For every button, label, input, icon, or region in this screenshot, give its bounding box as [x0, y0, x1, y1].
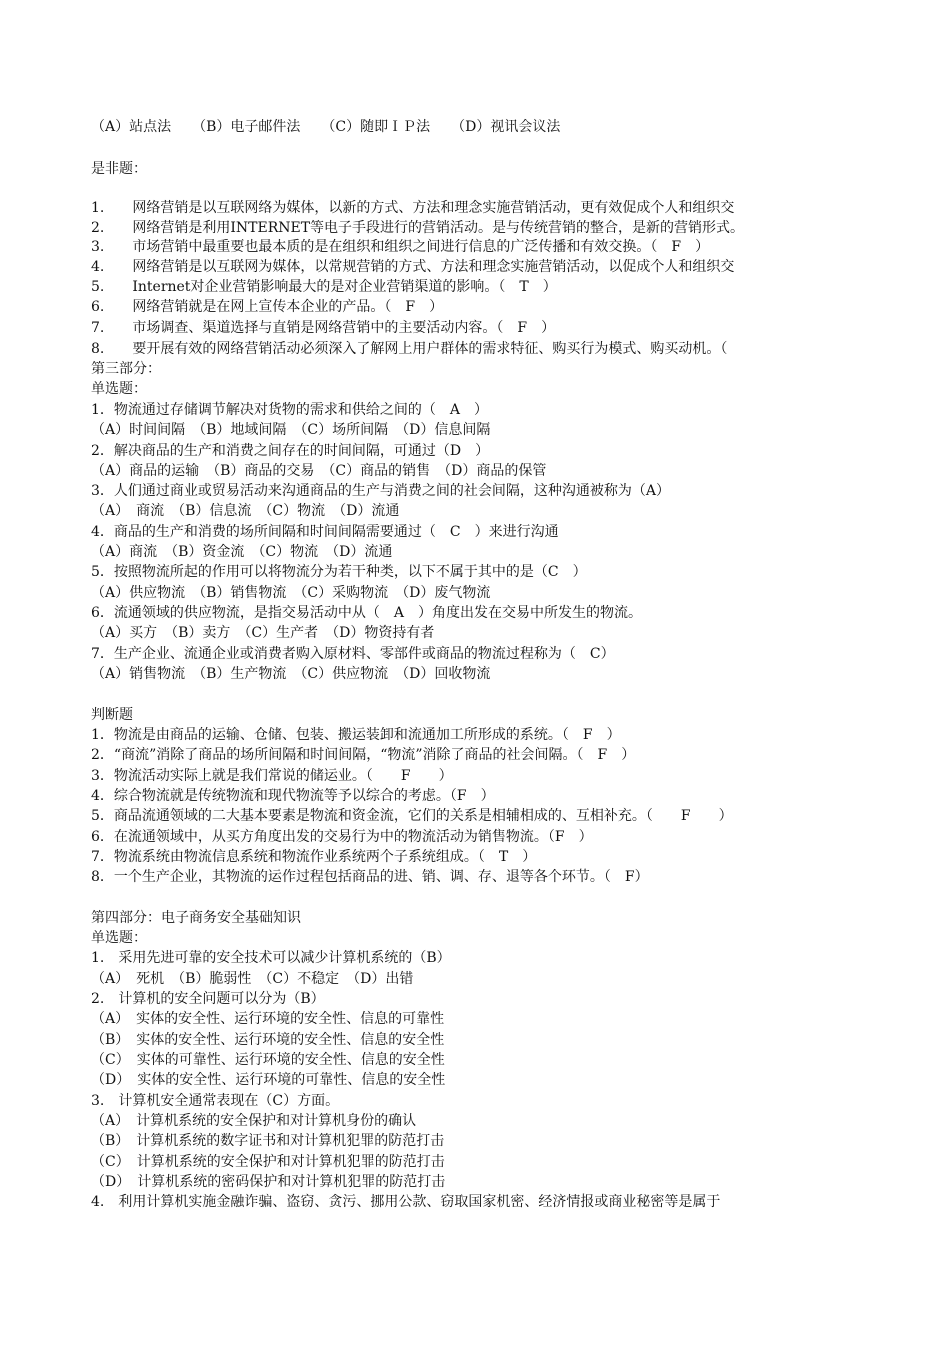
part3-judge-title: 判断题	[91, 707, 133, 723]
part4-single-item: （D） 实体的安全性、运行环境的可靠性、信息的安全性	[91, 1072, 446, 1088]
tf-item: 3. 市场营销中最重要也最本质的是在组织和组织之间进行信息的广泛传播和有效交换。（ F ）	[91, 239, 710, 255]
part4-single-item: （A） 计算机系统的安全保护和对计算机身份的确认	[91, 1113, 417, 1129]
part3-judge-item: 2．“商流”消除了商品的场所间隔和时间间隔，“物流”消除了商品的社会间隔。（ F ）	[91, 747, 636, 763]
section-tf-title: 是非题：	[91, 161, 147, 177]
part3-title: 第三部分：	[91, 361, 161, 377]
part3-single-item: （A）供应物流 （B）销售物流 （C）采购物流 （D）废气物流	[91, 585, 491, 601]
part4-single-item: （C） 实体的可靠性、运行环境的安全性、信息的安全性	[91, 1052, 445, 1068]
part3-single-item: （A）买方 （B）卖方 （C）生产者 （D）物资持有者	[91, 625, 435, 641]
part3-judge-item: 6．在流通领域中，从买方角度出发的交易行为中的物流活动为销售物流。（F ）	[91, 829, 593, 845]
part3-single-item: （A）销售物流 （B）生产物流 （C）供应物流 （D）回收物流	[91, 666, 491, 682]
part3-single-item: 6．流通领域的供应物流，是指交易活动中从（ A ）角度出发在交易中所发生的物流。	[91, 605, 643, 621]
part3-single-item: 3．人们通过商业或贸易活动来沟通商品的生产与消费之间的社会间隔，这种沟通被称为（A）	[91, 483, 671, 499]
part4-single-item: 1. 采用先进可靠的安全技术可以减少计算机系统的（B）	[91, 950, 451, 966]
tf-item: 5. Internet对企业营销影响最大的是对企业营销渠道的影响。（ T ）	[91, 279, 557, 295]
part3-judge-item: 3．物流活动实际上就是我们常说的储运业。（ F ）	[91, 768, 453, 784]
part4-single-item: 4. 利用计算机实施金融诈骗、盗窃、贪污、挪用公款、窃取国家机密、经济情报或商业秘密等是属于	[91, 1194, 721, 1210]
tf-item: 1. 网络营销是以互联网络为媒体，以新的方式、方法和理念实施营销活动，更有效促成个人和组织交	[91, 200, 735, 216]
part4-single-title: 单选题：	[91, 930, 147, 946]
part3-judge-item: 4．综合物流就是传统物流和现代物流等予以综合的考虑。（F ）	[91, 788, 495, 804]
tf-item: 7. 市场调查、渠道选择与直销是网络营销中的主要活动内容。（ F ）	[91, 320, 556, 336]
part4-single-item: （B） 实体的安全性、运行环境的安全性、信息的安全性	[91, 1032, 445, 1048]
part3-judge-item: 7．物流系统由物流信息系统和物流作业系统两个子系统组成。（ T ）	[91, 849, 537, 865]
tf-item: 8. 要开展有效的网络营销活动必须深入了解网上用户群体的需求特征、购买行为模式、购买动机。（	[91, 341, 728, 357]
part4-single-item: 3. 计算机安全通常表现在（C）方面。	[91, 1093, 340, 1109]
part3-single-item: 2．解决商品的生产和消费之间存在的时间间隔，可通过（D ）	[91, 443, 490, 459]
part3-single-item: （A）商流 （B）资金流 （C）物流 （D）流通	[91, 544, 393, 560]
part3-single-item: （A）商品的运输 （B）商品的交易 （C）商品的销售 （D）商品的保管	[91, 463, 547, 479]
part3-single-item: 1．物流通过存储调节解决对货物的需求和供给之间的（ A ）	[91, 402, 489, 418]
part4-single-item: （A） 死机 （B）脆弱性 （C）不稳定 （D）出错	[91, 971, 414, 987]
part3-single-item: 7．生产企业、流通企业或消费者购入原材料、零部件或商品的物流过程称为（ C）	[91, 646, 615, 662]
part3-judge-item: 1．物流是由商品的运输、仓储、包装、搬运装卸和流通加工所形成的系统。（ F ）	[91, 727, 621, 743]
part3-single-item: （A）时间间隔 （B）地域间隔 （C）场所间隔 （D）信息间隔	[91, 422, 491, 438]
options-line: （A）站点法 （B）电子邮件法 （C）随即ＩＰ法 （D）视讯会议法	[91, 119, 561, 135]
part4-single-item: 2. 计算机的安全问题可以分为（B）	[91, 991, 325, 1007]
part3-single-item: 5．按照物流所起的作用可以将物流分为若干种类，以下不属于其中的是（C ）	[91, 564, 587, 580]
part3-judge-item: 8．一个生产企业，其物流的运作过程包括商品的进、销、调、存、退等各个环节。（ F）	[91, 869, 649, 885]
part4-single-item: （B） 计算机系统的数字证书和对计算机犯罪的防范打击	[91, 1133, 445, 1149]
part3-single-item: 4．商品的生产和消费的场所间隔和时间间隔需要通过（ C ）来进行沟通	[91, 524, 559, 540]
part3-single-title: 单选题：	[91, 381, 147, 397]
part4-single-item: （D） 计算机系统的密码保护和对计算机犯罪的防范打击	[91, 1174, 446, 1190]
part4-single-item: （C） 计算机系统的安全保护和对计算机犯罪的防范打击	[91, 1154, 445, 1170]
part4-title: 第四部分：电子商务安全基础知识	[91, 910, 301, 926]
tf-item: 6. 网络营销就是在网上宣传本企业的产品。（ F ）	[91, 299, 444, 315]
tf-item: 2. 网络营销是利用INTERNET等电子手段进行的营销活动。是与传统营销的整合，是新的营销形式。	[91, 220, 745, 236]
part3-single-item: （A） 商流 （B）信息流 （C）物流 （D）流通	[91, 503, 400, 519]
tf-item: 4. 网络营销是以互联网为媒体，以常规营销的方式、方法和理念实施营销活动，以促成个人和组织交	[91, 259, 735, 275]
part4-single-item: （A） 实体的安全性、运行环境的安全性、信息的可靠性	[91, 1011, 445, 1027]
part3-judge-item: 5．商品流通领域的二大基本要素是物流和资金流，它们的关系是相辅相成的、互相补充。（ F ）	[91, 808, 733, 824]
